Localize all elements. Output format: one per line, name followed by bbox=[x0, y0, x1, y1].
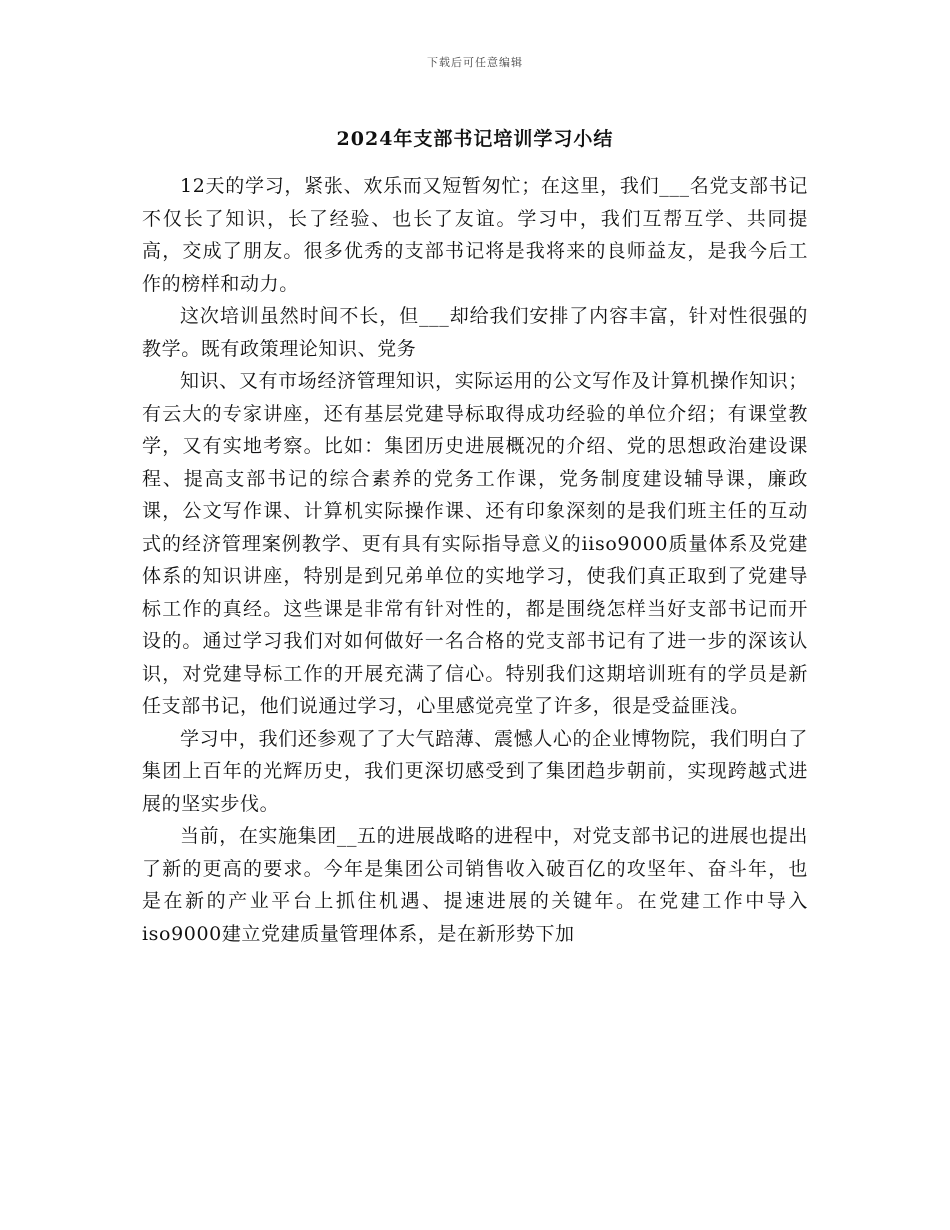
paragraph-3: 知识、又有市场经济管理知识，实际运用的公文写作及计算机操作知识；有云大的专家讲座，还有基层党建导标取得成功经验的单位介绍；有课堂教学，又有实地考察。比如：集团历史进展概况的介绍、党的思想政治建设课程、提高支部书记的综合素养的党务工作课，党务制度建设辅导课，廉政课，公文写作课、计算机实际操作课、还有印象深刻的是我们班主任的互动式的经济管理案例教学、更有具有实际指导意义的iiso9000质量体系及党建体系的知识讲座，特别是到兄弟单位的实地学习，使我们真正取到了党建导标工作的真经。这些课是非常有针对性的，都是围绕怎样当好支部书记而开设的。通过学习我们对如何做好一名合格的党支部书记有了进一步的深该认识，对党建导标工作的开展充满了信心。特别我们这期培训班有的学员是新任支部书记，他们说通过学习，心里感觉亮堂了许多，很是受益匪浅。 bbox=[142, 370, 808, 717]
page-header-note: 下载后可任意编辑 bbox=[427, 56, 523, 69]
paragraph-1: 12天的学习，紧张、欢乐而又短暂匆忙；在这里，我们___名党支部书记不仅长了知识，长了经验、也长了友谊。学习中，我们互帮互学、共同提高，交成了朋友。很多优秀的支部书记将是我将来的良师益友，是我今后工作的榜样和动力。 bbox=[142, 175, 808, 295]
document-title: 2024年支部书记培训学习小结 bbox=[336, 128, 614, 150]
paragraph-4: 学习中，我们还参观了了大气踣薄、震憾人心的企业博物院，我们明白了集团上百年的光辉历史，我们更深切感受到了集团趋步朝前，实现跨越式进展的坚实步伐。 bbox=[142, 727, 808, 815]
paragraph-5: 当前，在实施集团__五的进展战略的进程中，对党支部书记的进展也提出了新的更高的要求。今年是集团公司销售收入破百亿的攻坚年、奋斗年，也是在新的产业平台上抓住机遇、提速进展的关键年。在党建工作中导入iso9000建立党建质量管理体系，是在新形势下加 bbox=[142, 825, 808, 945]
document-body bbox=[142, 170, 808, 950]
paragraph-2: 这次培训虽然时间不长，但___却给我们安排了内容丰富，针对性很强的教学。既有政策理论知识、党务 bbox=[142, 305, 808, 360]
